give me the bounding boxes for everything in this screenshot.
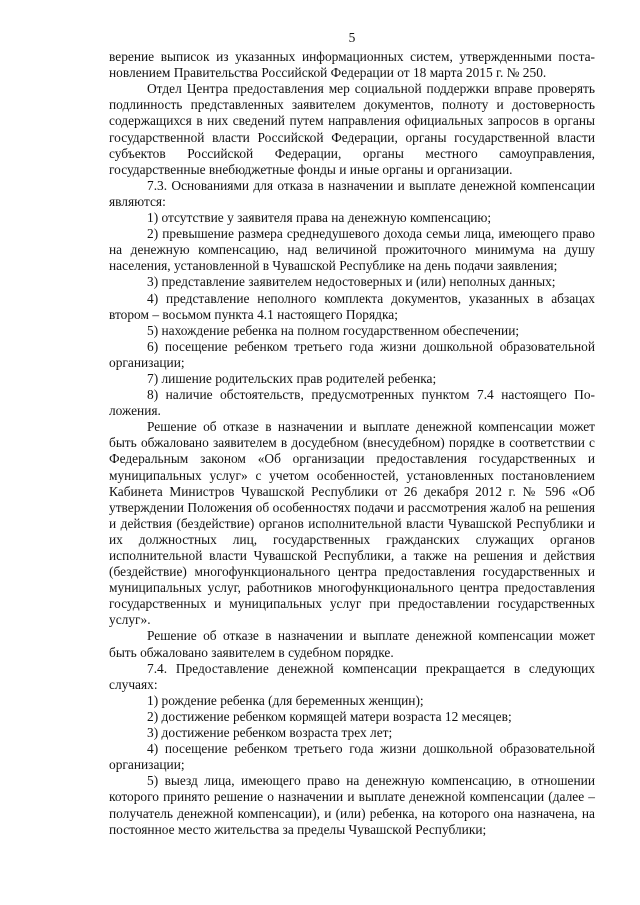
paragraph-continuation: верение выписок из указанных информационных систем, утвержденными постановлением Правительства Российской Федерации от 18 марта 2015 г. № 250. [109,49,595,81]
list-item-7-4-4: 4) посещение ребенком третьего года жизни дошкольной образовательной организации; [109,741,595,773]
list-item-7-3-8: 8) наличие обстоятельств, предусмотренных пунктом 7.4 настоящего Положения. [109,387,595,419]
paragraph-appeal-court: Решение об отказе в назначении и выплате денежной компенсации может быть обжаловано заявителем в судебном порядке. [109,628,595,660]
list-item-7-3-7: 7) лишение родительских прав родителей ребенка; [147,370,437,386]
list-item-7-3-6: 6) посещение ребенком третьего года жизни дошкольной образовательной организации; [109,338,595,370]
list-item-7-4-1: 1) рождение ребенка (для беременных женщин); [147,692,424,708]
paragraph-7-3-heading: 7.3. Основаниями для отказа в назначении и выплате денежной компенсации являются: [109,177,595,209]
paragraph-appeal-pretrial: Решение об отказе в назначении и выплате денежной компенсации может быть обжаловано заявителем в досудебном (внесудебном) порядке в соответствии с Федеральным законом «Об организации предоставления государственных и муниципальных услуг» с учетом особенностей, установленных постановлением Кабинета Министров Чувашской Республики от 26 декабря 2012 г. № 596 «Об утверждении Положения об особенностях подачи и рассмотрения жалоб на решения и действия (бездействие) органов исполнительной власти Чувашской Республики и их должностных лиц, государственных гражданских служащих органов исполнительной власти Чувашской Республики, а также на решения и действия (бездействие) многофункционального центра предоставления государственных и муниципальных услуг, работников многофункционального центра предоставления государственных и муниципальных услуг при предоставлении государственных услуг». [109,419,595,628]
paragraph-verification: Отдел Центра предоставления мер социальной поддержки вправе проверять подлинность представленных заявителем документов, полноту и достоверность содержащихся в них сведений путем направления официальных запросов в органы государственной власти Российской Федерации, органы государственной власти субъектов Российской Федерации, органы местного самоуправления, государственные внебюджетные фонды и иные органы и организации. [109,81,595,177]
page-number: 5 [348,30,356,45]
list-item-7-4-3: 3) достижение ребенком возраста трех лет; [147,725,393,741]
list-item-7-3-1: 1) отсутствие у заявителя права на денежную компенсацию; [147,210,492,226]
paragraph-7-4-heading: 7.4. Предоставление денежной компенсации прекращается в следующих случаях: [109,660,595,692]
list-item-7-4-5: 5) выезд лица, имеющего право на денежную компенсацию, в отношении которого принято решение о назначении и выплате денежной компенсации (далее – получатель денежной компенсации), и (или) ребенка, на которого она назначена, на постоянное место жительства за пределы Чувашской Республики; [109,773,595,837]
list-item-7-3-4: 4) представление неполного комплекта документов, указанных в абзацах втором – восьмом пункта 4.1 настоящего Порядка; [109,290,595,322]
list-item-7-4-2: 2) достижение ребенком кормящей матери возраста 12 месяцев; [147,708,512,724]
list-item-7-3-3: 3) представление заявителем недостоверных и (или) неполных данных; [147,274,556,290]
document-page [109,30,595,838]
list-item-7-3-5: 5) нахождение ребенка на полном государственном обеспечении; [147,322,520,338]
list-item-7-3-2: 2) превышение размера среднедушевого дохода семьи лица, имеющего право на денежную компенсацию, над величиной прожиточного минимума на душу населения, установленной в Чувашской Республике на день подачи заявления; [109,226,595,274]
